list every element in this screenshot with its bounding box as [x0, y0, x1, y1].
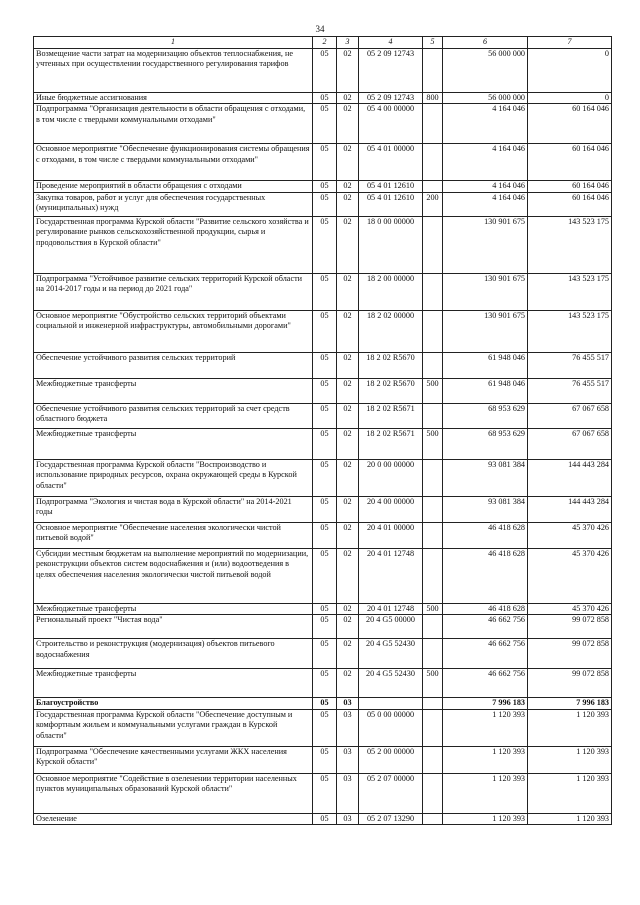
row-amount-year1: 130 901 675 [443, 310, 528, 352]
row-amount-year2: 67 067 658 [528, 403, 612, 428]
table-row [34, 273, 612, 310]
row-target-article: 20 4 01 00000 [359, 522, 423, 548]
row-subsection-code: 02 [337, 459, 359, 496]
row-amount-year1: 46 662 756 [443, 615, 528, 639]
row-amount-year2: 1 120 393 [528, 773, 612, 813]
row-section-code: 05 [313, 403, 337, 428]
table-row [34, 428, 612, 459]
row-amount-year2: 144 443 284 [528, 459, 612, 496]
row-subsection-code: 02 [337, 104, 359, 144]
row-expense-type [423, 181, 443, 193]
row-expense-type [423, 403, 443, 428]
row-name: Государственная программа Курской области "Воспроизводство и использование природных ресурсов, охрана окружающей среды в Курской области" [34, 459, 313, 496]
row-subsection-code: 02 [337, 273, 359, 310]
row-subsection-code: 02 [337, 378, 359, 403]
row-name: Региональный проект "Чистая вода" [34, 615, 313, 639]
row-expense-type: 500 [423, 669, 443, 698]
row-name: Государственная программа Курской области "Обеспечение доступным и комфортным жильем и коммунальными услугами граждан в Курской области" [34, 709, 313, 746]
row-expense-type [423, 548, 443, 603]
row-subsection-code: 02 [337, 48, 359, 92]
row-subsection-code: 02 [337, 352, 359, 378]
row-amount-year1: 1 120 393 [443, 709, 528, 746]
row-section-code: 05 [313, 773, 337, 813]
row-amount-year1: 56 000 000 [443, 48, 528, 92]
row-expense-type [423, 496, 443, 522]
row-amount-year1: 4 164 046 [443, 181, 528, 193]
row-subsection-code: 02 [337, 548, 359, 603]
row-expense-type: 800 [423, 92, 443, 104]
row-name: Строительство и реконструкция (модернизация) объектов питьевого водоснабжения [34, 639, 313, 669]
row-target-article: 05 2 00 00000 [359, 746, 423, 773]
table-row [34, 181, 612, 193]
row-amount-year1: 4 164 046 [443, 192, 528, 216]
row-subsection-code: 03 [337, 746, 359, 773]
row-section-code: 05 [313, 378, 337, 403]
row-expense-type [423, 352, 443, 378]
row-name: Благоустройство [34, 698, 313, 710]
table-row [34, 144, 612, 181]
row-amount-year2: 1 120 393 [528, 709, 612, 746]
row-section-code: 05 [313, 639, 337, 669]
row-name: Субсидии местным бюджетам на выполнение мероприятий по модернизации, реконструкции объектов систем водоснабжения и (или) водоотведения в целях обеспечения населения экологически чистой питьевой водой [34, 548, 313, 603]
column-number-row [34, 37, 612, 49]
row-amount-year2: 60 164 046 [528, 144, 612, 181]
row-name: Государственная программа Курской области "Развитие сельского хозяйства и регулирование рынков сельскохозяйственной продукции, сырья и продовольствия в Курской области" [34, 216, 313, 273]
row-section-code: 05 [313, 216, 337, 273]
row-target-article: 20 4 00 00000 [359, 496, 423, 522]
table-body [34, 48, 612, 825]
row-name: Подпрограмма "Организация деятельности в области обращения с отходами, в том числе с твердыми коммунальными отходами" [34, 104, 313, 144]
row-section-code: 05 [313, 92, 337, 104]
row-target-article: 05 0 00 00000 [359, 709, 423, 746]
row-amount-year1: 93 081 384 [443, 459, 528, 496]
row-name: Межбюджетные трансферты [34, 669, 313, 698]
row-section-code: 05 [313, 181, 337, 193]
table-row [34, 746, 612, 773]
row-section-code: 05 [313, 746, 337, 773]
row-amount-year2: 1 120 393 [528, 746, 612, 773]
row-expense-type [423, 709, 443, 746]
col-header-4: 4 [359, 37, 423, 49]
row-name: Основное мероприятие "Обустройство сельских территорий объектами социальной и инженерной инфраструктуры, автомобильными дорогами" [34, 310, 313, 352]
row-amount-year2: 7 996 183 [528, 698, 612, 710]
page-number: 34 [315, 24, 325, 34]
row-target-article: 18 2 02 R5671 [359, 403, 423, 428]
row-section-code: 05 [313, 144, 337, 181]
row-name: Межбюджетные трансферты [34, 378, 313, 403]
row-name: Подпрограмма "Обеспечение качественными услугами ЖКХ населения Курской области" [34, 746, 313, 773]
row-subsection-code: 02 [337, 310, 359, 352]
row-section-code: 05 [313, 698, 337, 710]
row-section-code: 05 [313, 522, 337, 548]
row-target-article [359, 698, 423, 710]
table-row [34, 310, 612, 352]
table-row [34, 48, 612, 92]
row-amount-year1: 61 948 046 [443, 352, 528, 378]
row-amount-year2: 76 455 517 [528, 352, 612, 378]
col-header-5: 5 [423, 37, 443, 49]
row-section-code: 05 [313, 603, 337, 615]
row-name: Подпрограмма "Устойчивое развитие сельских территорий Курской области на 2014-2017 годы и на период до 2021 года" [34, 273, 313, 310]
row-expense-type [423, 459, 443, 496]
row-subsection-code: 02 [337, 192, 359, 216]
row-target-article: 18 2 02 R5670 [359, 352, 423, 378]
col-header-2: 2 [313, 37, 337, 49]
table-row [34, 603, 612, 615]
row-amount-year1: 7 996 183 [443, 698, 528, 710]
row-section-code: 05 [313, 192, 337, 216]
row-amount-year2: 45 370 426 [528, 522, 612, 548]
row-section-code: 05 [313, 48, 337, 92]
row-name: Обеспечение устойчивого развития сельских территорий [34, 352, 313, 378]
row-subsection-code: 02 [337, 144, 359, 181]
row-section-code: 05 [313, 709, 337, 746]
row-name: Основное мероприятие "Обеспечение функционирования системы обращения с отходами, в том числе с твердыми коммунальными отходами" [34, 144, 313, 181]
row-amount-year1: 1 120 393 [443, 746, 528, 773]
row-expense-type [423, 615, 443, 639]
row-expense-type [423, 104, 443, 144]
row-subsection-code: 02 [337, 603, 359, 615]
row-name: Основное мероприятие "Обеспечение населения экологически чистой питьевой водой" [34, 522, 313, 548]
table-row [34, 459, 612, 496]
row-subsection-code: 02 [337, 615, 359, 639]
table-row [34, 669, 612, 698]
table-row [34, 615, 612, 639]
row-amount-year2: 67 067 658 [528, 428, 612, 459]
row-subsection-code: 03 [337, 813, 359, 825]
row-target-article: 05 2 07 13290 [359, 813, 423, 825]
row-expense-type [423, 48, 443, 92]
row-amount-year2: 143 523 175 [528, 310, 612, 352]
budget-table [33, 36, 612, 825]
row-amount-year1: 46 662 756 [443, 669, 528, 698]
row-target-article: 18 2 02 R5670 [359, 378, 423, 403]
row-amount-year2: 0 [528, 48, 612, 92]
row-name: Подпрограмма "Экология и чистая вода в Курской области" на 2014-2021 годы [34, 496, 313, 522]
row-amount-year2: 45 370 426 [528, 603, 612, 615]
table-row [34, 496, 612, 522]
row-amount-year1: 61 948 046 [443, 378, 528, 403]
row-amount-year1: 46 418 628 [443, 522, 528, 548]
row-amount-year1: 1 120 393 [443, 813, 528, 825]
row-amount-year1: 68 953 629 [443, 403, 528, 428]
table-row [34, 813, 612, 825]
row-target-article: 05 4 01 00000 [359, 144, 423, 181]
row-subsection-code: 03 [337, 709, 359, 746]
row-amount-year1: 130 901 675 [443, 216, 528, 273]
table-row [34, 104, 612, 144]
col-header-1: 1 [34, 37, 313, 49]
row-expense-type [423, 698, 443, 710]
row-section-code: 05 [313, 548, 337, 603]
col-header-6: 6 [443, 37, 528, 49]
row-amount-year2: 60 164 046 [528, 104, 612, 144]
row-subsection-code: 02 [337, 496, 359, 522]
row-target-article: 05 4 00 00000 [359, 104, 423, 144]
row-subsection-code: 03 [337, 773, 359, 813]
row-subsection-code: 02 [337, 669, 359, 698]
row-target-article: 18 2 00 00000 [359, 273, 423, 310]
row-amount-year1: 46 418 628 [443, 603, 528, 615]
row-name: Основное мероприятие "Содействие в озеленении территории населенных пунктов муниципальных образований Курской области" [34, 773, 313, 813]
table-row [34, 378, 612, 403]
row-name: Озеленение [34, 813, 313, 825]
row-subsection-code: 02 [337, 639, 359, 669]
row-expense-type: 500 [423, 378, 443, 403]
row-amount-year1: 46 418 628 [443, 548, 528, 603]
row-target-article: 20 4 01 12748 [359, 603, 423, 615]
row-section-code: 05 [313, 428, 337, 459]
table-row [34, 352, 612, 378]
row-expense-type [423, 310, 443, 352]
row-amount-year2: 143 523 175 [528, 216, 612, 273]
row-amount-year2: 143 523 175 [528, 273, 612, 310]
row-subsection-code: 02 [337, 428, 359, 459]
row-section-code: 05 [313, 615, 337, 639]
row-expense-type: 500 [423, 428, 443, 459]
row-target-article: 05 2 07 00000 [359, 773, 423, 813]
row-target-article: 05 4 01 12610 [359, 192, 423, 216]
row-amount-year2: 99 072 858 [528, 639, 612, 669]
row-subsection-code: 02 [337, 181, 359, 193]
row-target-article: 05 2 09 12743 [359, 92, 423, 104]
row-target-article: 05 4 01 12610 [359, 181, 423, 193]
row-section-code: 05 [313, 496, 337, 522]
row-name: Возмещение части затрат на модернизацию объектов теплоснабжения, не учтенных при осуществлении государственного регулирования тарифов [34, 48, 313, 92]
row-subsection-code: 02 [337, 403, 359, 428]
row-section-code: 05 [313, 669, 337, 698]
row-amount-year2: 99 072 858 [528, 669, 612, 698]
row-section-code: 05 [313, 104, 337, 144]
table-row [34, 639, 612, 669]
row-target-article: 20 0 00 00000 [359, 459, 423, 496]
table-row [34, 773, 612, 813]
row-target-article: 20 4 G5 52430 [359, 669, 423, 698]
row-amount-year2: 76 455 517 [528, 378, 612, 403]
row-expense-type [423, 522, 443, 548]
row-section-code: 05 [313, 273, 337, 310]
row-expense-type [423, 273, 443, 310]
col-header-3: 3 [337, 37, 359, 49]
row-section-code: 05 [313, 459, 337, 496]
table-row [34, 709, 612, 746]
row-amount-year2: 60 164 046 [528, 192, 612, 216]
row-amount-year1: 4 164 046 [443, 104, 528, 144]
col-header-7: 7 [528, 37, 612, 49]
row-amount-year1: 56 000 000 [443, 92, 528, 104]
row-expense-type [423, 144, 443, 181]
row-subsection-code: 03 [337, 698, 359, 710]
row-amount-year1: 93 081 384 [443, 496, 528, 522]
row-expense-type [423, 813, 443, 825]
row-expense-type [423, 746, 443, 773]
row-target-article: 18 2 02 R5671 [359, 428, 423, 459]
row-amount-year2: 1 120 393 [528, 813, 612, 825]
row-expense-type: 500 [423, 603, 443, 615]
row-amount-year2: 45 370 426 [528, 548, 612, 603]
row-amount-year2: 99 072 858 [528, 615, 612, 639]
table-row [34, 216, 612, 273]
row-subsection-code: 02 [337, 92, 359, 104]
row-target-article: 20 4 G5 52430 [359, 639, 423, 669]
row-amount-year2: 144 443 284 [528, 496, 612, 522]
row-amount-year1: 130 901 675 [443, 273, 528, 310]
row-name: Проведение мероприятий в области обращения с отходами [34, 181, 313, 193]
row-expense-type [423, 639, 443, 669]
row-name: Иные бюджетные ассигнования [34, 92, 313, 104]
row-section-code: 05 [313, 352, 337, 378]
row-expense-type [423, 773, 443, 813]
row-amount-year1: 4 164 046 [443, 144, 528, 181]
row-amount-year1: 46 662 756 [443, 639, 528, 669]
row-section-code: 05 [313, 813, 337, 825]
row-target-article: 18 2 02 00000 [359, 310, 423, 352]
row-amount-year1: 68 953 629 [443, 428, 528, 459]
row-name: Обеспечение устойчивого развития сельских территорий за счет средств областного бюджета [34, 403, 313, 428]
table-row [34, 698, 612, 710]
row-subsection-code: 02 [337, 216, 359, 273]
table-row [34, 403, 612, 428]
row-section-code: 05 [313, 310, 337, 352]
table-row [34, 548, 612, 603]
row-target-article: 20 4 G5 00000 [359, 615, 423, 639]
row-expense-type: 200 [423, 192, 443, 216]
row-amount-year2: 0 [528, 92, 612, 104]
table-row [34, 92, 612, 104]
row-name: Закупка товаров, работ и услуг для обеспечения государственных (муниципальных) нужд [34, 192, 313, 216]
row-expense-type [423, 216, 443, 273]
table-row [34, 522, 612, 548]
row-subsection-code: 02 [337, 522, 359, 548]
row-target-article: 05 2 09 12743 [359, 48, 423, 92]
row-amount-year1: 1 120 393 [443, 773, 528, 813]
row-target-article: 18 0 00 00000 [359, 216, 423, 273]
row-amount-year2: 60 164 046 [528, 181, 612, 193]
table-row [34, 192, 612, 216]
row-target-article: 20 4 01 12748 [359, 548, 423, 603]
row-name: Межбюджетные трансферты [34, 603, 313, 615]
row-name: Межбюджетные трансферты [34, 428, 313, 459]
